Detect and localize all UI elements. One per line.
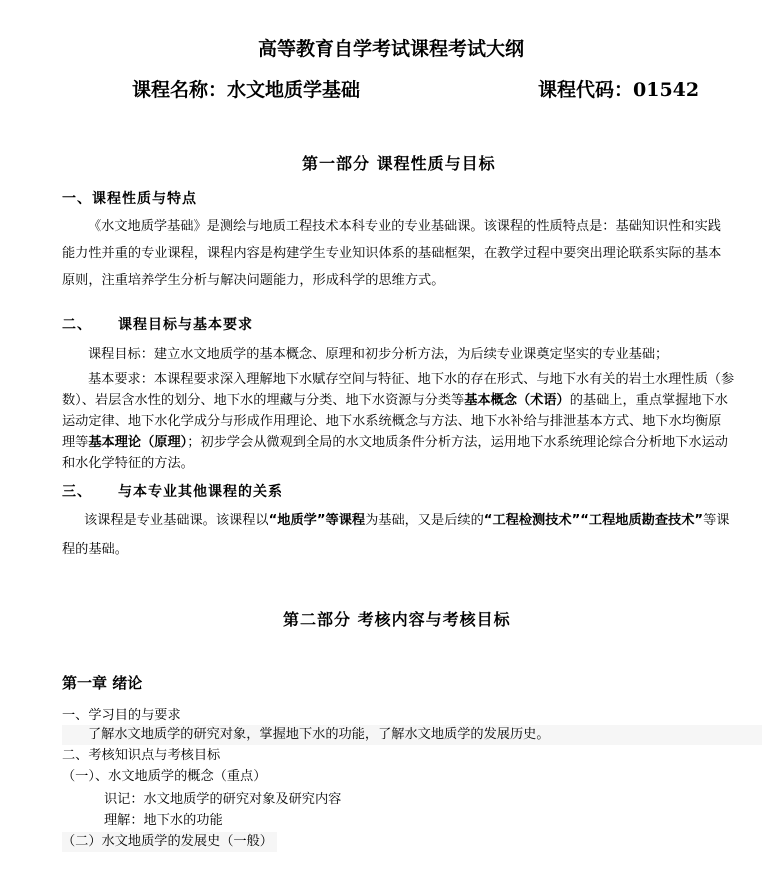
paragraph-line: 能力性并重的专业课程，课程内容是构建学生专业知识体系的基础框架，在教学过程中要突出理论联系实际的基本 [62,246,722,261]
section-heading-text: 与本专业其他课程的关系 [118,484,283,500]
text-run: 数）、岩层含水性的划分、地下水的埋藏与分类、地下水资源与分类等 [62,393,465,408]
document-title: 高等教育自学考试课程考试大纲 [257,38,524,60]
part2-title: 第二部分 考核内容与考核目标 [283,610,511,629]
bold-term: 基本概念（术语） [464,393,570,408]
section-heading-nature: 一、课程性质与特点 [62,191,197,207]
text-run: 为基础，又是后续的 [365,513,484,528]
section-heading-goals [62,314,253,334]
course-code: 课程代码：01542 [538,79,700,101]
paragraph-line [62,432,762,453]
paragraph-nature [62,217,762,298]
text-run: 理等 [62,435,89,450]
list-item: 识记：水文地质学的研究对象及研究内容 [104,792,342,807]
paragraph-relations [62,511,762,560]
list-item: 理解：地下水的功能 [104,813,223,828]
bold-term: “地质学”等课程 [268,513,366,528]
list-item: 一、学习目的与要求 [62,708,181,723]
paragraph-line: 程的基础。 [62,542,128,557]
section-number: 二、 [62,317,92,333]
part1-title: 第一部分 课程性质与目标 [302,154,496,173]
list-item: （一）、水文地质学的概念（重点） [62,769,267,784]
list-item: （二）水文地质学的发展史（一般） [62,832,277,852]
paragraph-line [62,390,762,411]
paragraph-line: 运动定律、地下水化学成分与形成作用理论、地下水系统概念与方法、地下水补给与排泄基本方式、地下水均衡原 [62,414,722,429]
paragraph-line: 基本要求：本课程要求深入理解地下水赋存空间与特征、地下水的存在形式、与地下水有关的岩土水理性质（参 [88,372,735,387]
course-name: 课程名称：水文地质学基础 [132,79,361,101]
list-item: 二、考核知识点与考核目标 [62,748,221,763]
paragraph-line: 和水化学特征的方法。 [62,456,194,471]
section-number: 三、 [62,484,92,500]
section-heading-relations [62,481,283,501]
bold-term: “工程检测技术”“工程地质勘查技术” [483,513,704,528]
text-run: ；初步学会从微观到全局的水文地质条件分析方法，运用地下水系统理论综合分析地下水运动 [187,435,728,450]
paragraph-line: 原则，注重培养学生分析与解决问题能力，形成科学的思维方式。 [62,273,445,288]
paragraph-line [62,511,762,540]
paragraph-requirements [62,369,762,474]
text-run: 等课 [703,513,730,528]
chapter-title: 第一章 绪论 [62,674,143,692]
paragraph-line: 《水文地质学基础》是测绘与地质工程技术本科专业的专业基础课。该课程的性质特点是：基础知识性和实践 [88,219,721,234]
text-run: 该课程是专业基础课。该课程以 [84,513,269,528]
bold-term: 基本理论（原理） [88,435,188,450]
text-run: 的基础上，重点掌握地下水 [569,393,728,408]
course-goal-text: 课程目标：建立水文地质学的基本概念、原理和初步分析方法，为后续专业课奠定坚实的专业基础； [88,347,669,362]
list-item: 了解水文地质学的研究对象，掌握地下水的功能，了解水文地质学的发展历史。 [62,725,762,745]
section-heading-text: 课程目标与基本要求 [118,317,253,333]
